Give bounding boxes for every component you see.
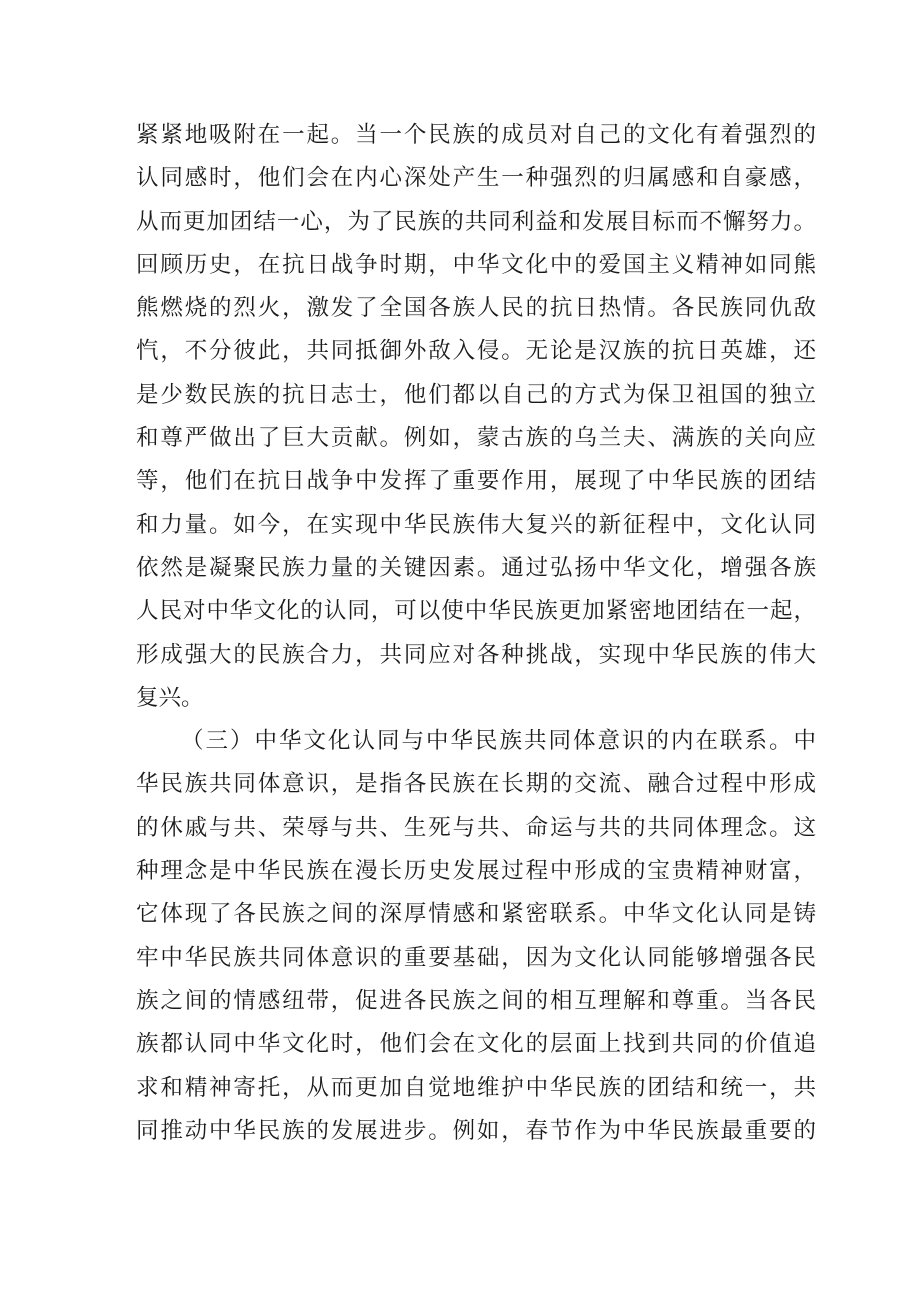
text-line: 它体现了各民族之间的深厚情感和紧密联系。中华文化认同是铸 (136, 901, 816, 928)
text-line: 的休戚与共、荣辱与共、生死与共、命运与共的共同体理念。这 (136, 814, 816, 841)
text-line: 求和精神寄托，从而更加自觉地维护中华民族的团结和统一，共 (136, 1074, 816, 1101)
text-line: 人民对中华文化的认同，可以使中华民族更加紧密地团结在一起， (136, 598, 816, 625)
text-line: 华民族共同体意识，是指各民族在长期的交流、融合过程中形成 (136, 771, 816, 798)
paragraph-1 (136, 114, 816, 720)
text-line: 忾，不分彼此，共同抵御外敌入侵。无论是汉族的抗日英雄，还 (136, 338, 816, 365)
text-line: 是少数民族的抗日志士，他们都以自己的方式为保卫祖国的独立 (136, 381, 816, 408)
text-line: 形成强大的民族合力，共同应对各种挑战，实现中华民族的伟大 (136, 641, 816, 668)
text-line: 从而更加团结一心，为了民族的共同利益和发展目标而不懈努力。 (136, 208, 816, 235)
text-line: 回顾历史，在抗日战争时期，中华文化中的爱国主义精神如同熊 (136, 251, 816, 278)
text-line: 族之间的情感纽带，促进各民族之间的相互理解和尊重。当各民 (136, 987, 816, 1014)
text-line: 和力量。如今，在实现中华民族伟大复兴的新征程中，文化认同 (136, 511, 816, 538)
text-line: 牢中华民族共同体意识的重要基础，因为文化认同能够增强各民 (136, 944, 816, 971)
text-line: 认同感时，他们会在内心深处产生一种强烈的归属感和自豪感， (136, 165, 816, 192)
body-text (136, 114, 816, 1153)
section-heading-line: （三）中华文化认同与中华民族共同体意识的内在联系。中 (181, 728, 816, 755)
text-line: 族都认同中华文化时，他们会在文化的层面上找到共同的价值追 (136, 1031, 816, 1058)
paragraph-2 (136, 720, 816, 1153)
text-line: 复兴。 (136, 684, 204, 711)
text-line: 依然是凝聚民族力量的关键因素。通过弘扬中华文化，增强各族 (136, 554, 816, 581)
text-line: 同推动中华民族的发展进步。例如，春节作为中华民族最重要的 (136, 1117, 816, 1144)
text-line: 熊燃烧的烈火，激发了全国各族人民的抗日热情。各民族同仇敌 (136, 295, 816, 322)
text-line: 等，他们在抗日战争中发挥了重要作用，展现了中华民族的团结 (136, 468, 816, 495)
text-line: 种理念是中华民族在漫长历史发展过程中形成的宝贵精神财富， (136, 858, 816, 885)
text-line: 和尊严做出了巨大贡献。例如，蒙古族的乌兰夫、满族的关向应 (136, 425, 816, 452)
text-line: 紧紧地吸附在一起。当一个民族的成员对自己的文化有着强烈的 (136, 122, 816, 148)
